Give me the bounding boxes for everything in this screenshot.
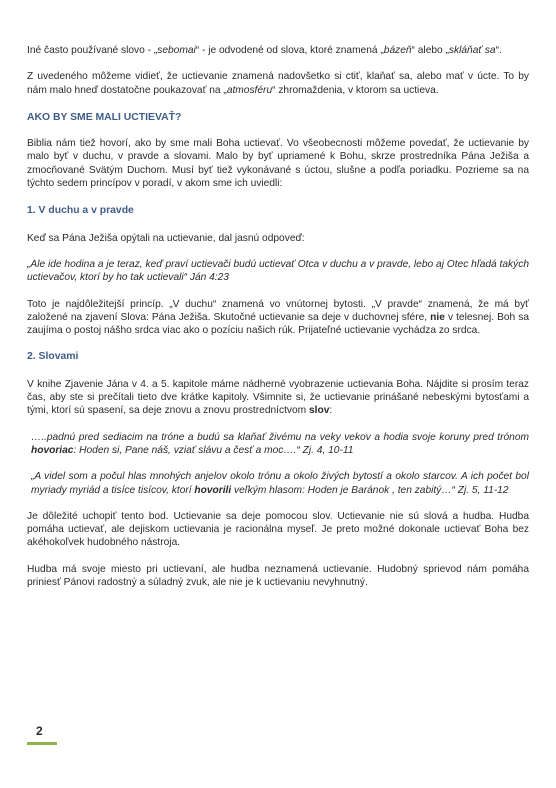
subheading-words: 2. Slovami [27, 351, 79, 363]
italic-term: skláňať sa [448, 45, 496, 56]
subheading-spirit-truth: 1. V duchu a v pravde [27, 205, 134, 217]
italic-term: bázeň [383, 45, 412, 56]
quote-john: „Ale ide hodina a je teraz, keď praví uctievači budú uctievať Otca v duchu a v pravde, lebo aj Otec hľadá takých uctievačov, ktorí by ho tak uctievali“ Ján 4:23 [27, 258, 529, 284]
text-run: Toto je najdôležitejší princíp. „V duchu“ znamená vo vnútornej bytosti. „V pravde“ znamená, že má byť založené na zjavení Slova: Pána Ježiša. Skutočné uctievanie sa deje v duchovnej sfére, [27, 298, 532, 323]
section-heading: AKO BY SME MALI UCTIEVAŤ? [27, 111, 182, 123]
italic-term: atmosféru [226, 84, 273, 96]
bold-term: hovoriac [31, 444, 74, 456]
text-run: “. [495, 45, 502, 56]
page-number: 2 [36, 724, 43, 738]
paragraph-intro: Biblia nám tiež hovorí, ako by sme mali Boha uctievať. Vo všeobecnosti môžeme povedať, že uctievanie by malo byť v duchu, v pravde a slovami. Malo by byť upriamené k Bohu, skrze prostredníka Pána Ježiša a zmocňované Svätým Duchom. Musí byť tiež vykonávané s úctou, slušne a podľa poriadku. Pozrieme sa na týchto sedem princípov v poradí, v akom sme ich uviedli: [27, 138, 529, 190]
quote-revelation-5 [27, 470, 532, 497]
bold-term: nie [430, 311, 445, 323]
text-run: Iné často používané slovo - „ [27, 45, 158, 56]
paragraph-important: Je dôležité uchopiť tento bod. Uctievanie sa deje pomocou slov. Uctievanie nie sú slová a hudba. Hudba pomáha uctievať, ale dejiskom uctievania je racionálna myseľ. Je preto možné dokonale uctievať Boha bez akéhokoľvek hudobného nástroja. [27, 510, 529, 549]
paragraph-meaning [27, 70, 532, 97]
text-run: “ - je odvodené od slova, ktoré znamená „ [195, 45, 384, 56]
quote-revelation-4 [27, 431, 532, 458]
text-run: “ alebo „ [411, 45, 449, 56]
italic-term: sebomai [157, 45, 196, 56]
text-run: „A videl som a počul hlas mnohých anjelov okolo trónu a okolo živých bytostí a okolo starcov. A ich počet bol myriady myriád a tisíce tisícov, ktorí [31, 471, 532, 496]
document-body [27, 44, 532, 589]
paragraph-music: Hudba má svoje miesto pri uctievaní, ale hudba neznamená uctievanie. Hudobný sprievod nám pomáha priniesť Pánovi radostný a súladný zvuk, ale nie je k uctievaniu nevyhnutný. [27, 563, 529, 589]
text-run: V knihe Zjavenie Jána v 4. a 5. kapitole máme nádherné vyobrazenie uctievania Boha. Nájdite si prosím teraz čas, aby ste si prečítali tieto dve krátke kapitoly. Všimnite si, že uctievanie prinášané nebeskými bytosťami a tými, ktorí sú spasení, sa deje znovu a znovu prostredníctvom [27, 378, 532, 417]
text-run: v telesnej. Boh sa zaujíma o postoj nášho srdca viac ako o pozíciu našich rúk. Prijateľné uctievanie vychádza zo srdca. [27, 311, 532, 337]
text-run: …..padnú pred sediacim na tróne a budú sa klaňať živému na veky vekov a hodia svoje koruny pred trónom [31, 431, 532, 443]
paragraph-question: Keď sa Pána Ježiša opýtali na uctievanie, dal jasnú odpoveď: [27, 232, 305, 244]
footer-accent-line [27, 742, 57, 745]
bold-term: slov [309, 405, 330, 417]
text-run: veľkým hlasom: Hoden je Baránok , ten zabitý…“ Zj. 5, 11-12 [231, 484, 509, 496]
text-run: : [329, 405, 333, 417]
text-run: “ zhromaždenia, v ktorom sa uctieva. [272, 84, 439, 96]
paragraph-revelation [27, 378, 532, 418]
paragraph-principle [27, 298, 532, 338]
bold-term: hovorili [194, 484, 232, 496]
text-run: Z uvedeného môžeme vidieť, že uctievanie znamená nadovšetko si ctiť, klaňať sa, alebo mať v úcte. To by nám malo hneď dostatočne poukazovať na „ [27, 71, 532, 96]
text-run: : Hoden si, Pane náš, vziať slávu a česť a moc….“ Zj. 4, 10-11 [73, 444, 354, 456]
paragraph-sebomai [27, 44, 529, 57]
